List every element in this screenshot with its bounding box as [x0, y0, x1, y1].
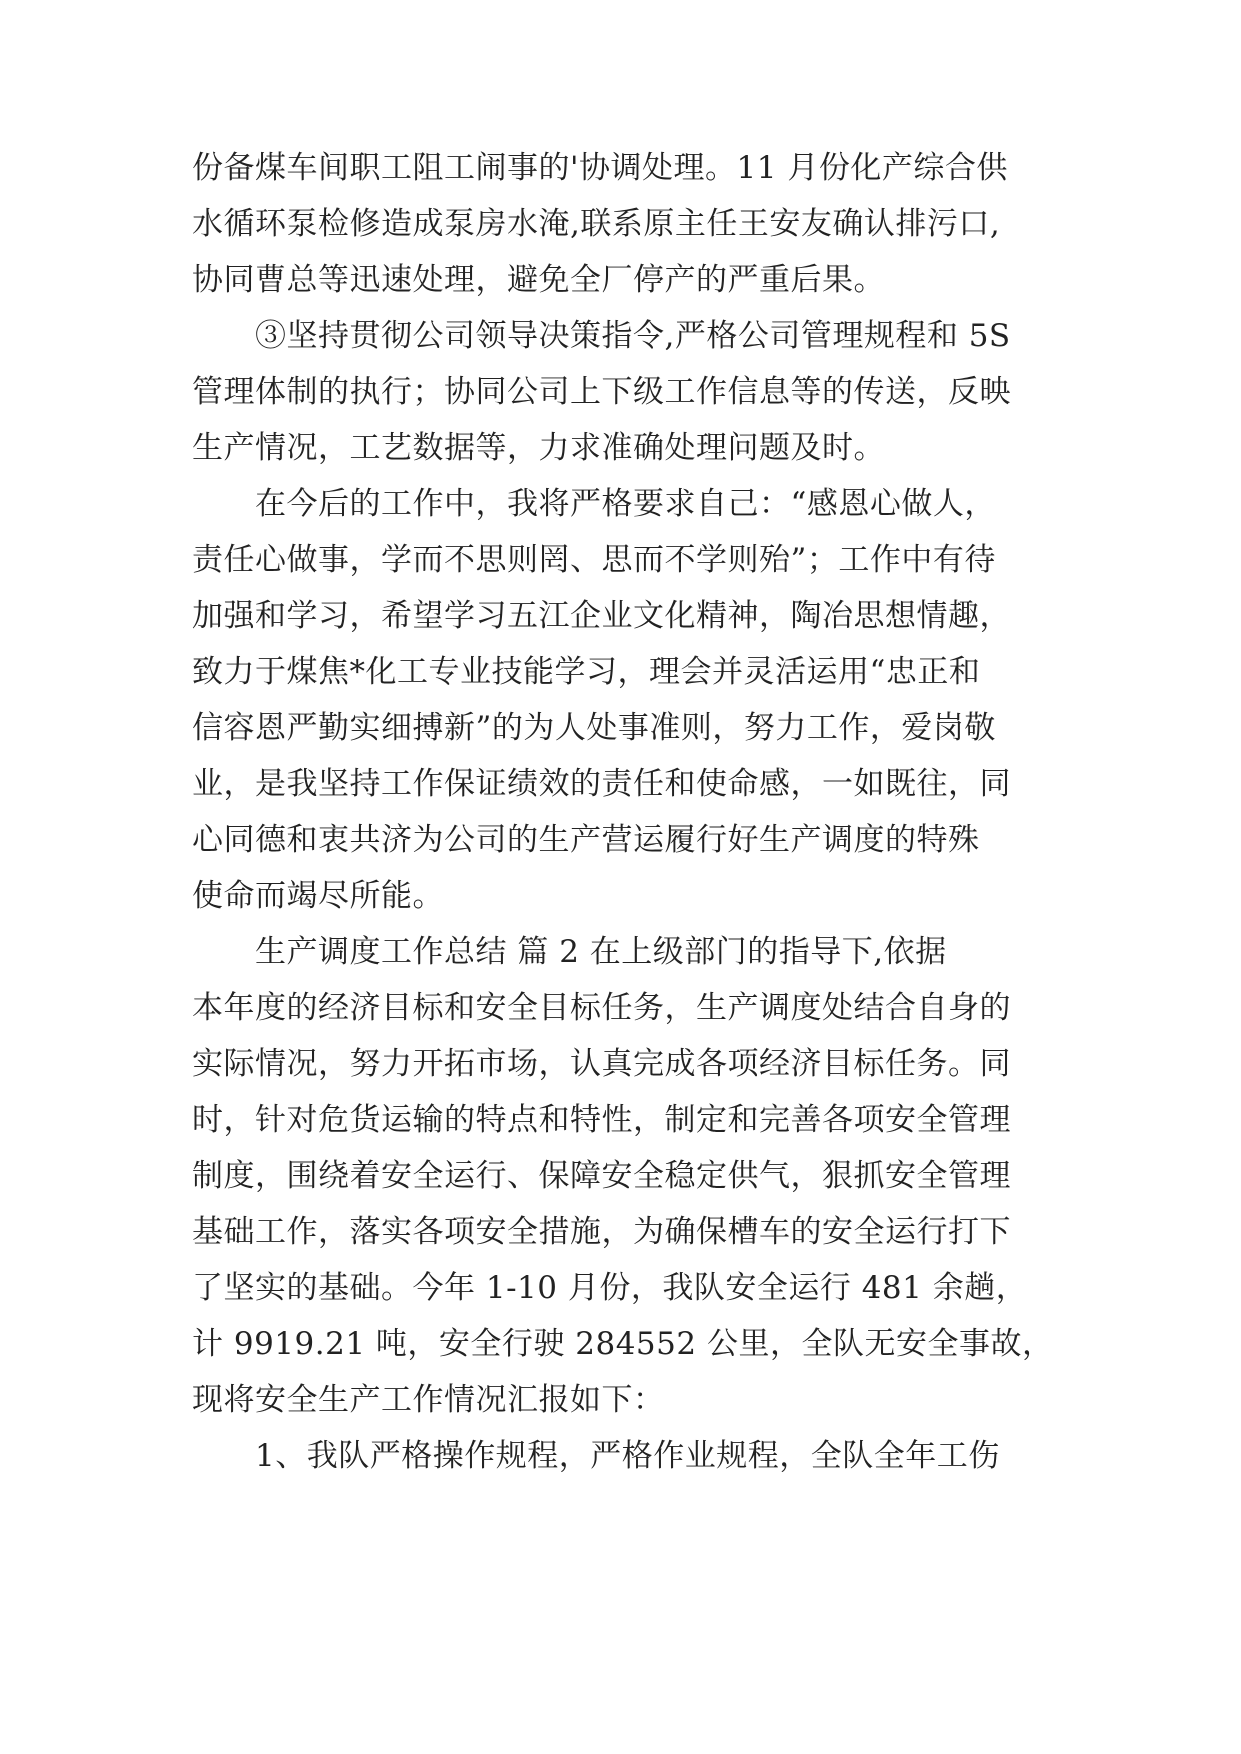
text-line: 管理体制的执行；协同公司上下级工作信息等的传送，反映 [192, 374, 1011, 410]
text-line: 心同德和衷共济为公司的生产营运履行好生产调度的特殊 [192, 822, 980, 858]
text-line: 信容恩严勤实细搏新”的为人处事准则，努力工作，爱岗敬 [192, 710, 996, 746]
text-line: 了坚实的基础。今年 1-10 月份，我队安全运行 481 余趟， [192, 1270, 1028, 1306]
text-line: 制度，围绕着安全运行、保障安全稳定供气，狠抓安全管理 [192, 1158, 1011, 1194]
text-line: 使命而竭尽所能。 [192, 878, 444, 914]
text-line: 本年度的经济目标和安全目标任务，生产调度处结合自身的 [192, 990, 1011, 1026]
text-line: 生产情况，工艺数据等，力求准确处理问题及时。 [192, 430, 885, 466]
text-line: 基础工作，落实各项安全措施，为确保槽车的安全运行打下 [192, 1214, 1011, 1250]
text-line: 业，是我坚持工作保证绩效的责任和使命感，一如既往，同 [192, 766, 1011, 802]
text-line: 水循环泵检修造成泵房水淹,联系原主任王安友确认排污口, [192, 206, 1001, 242]
text-line: 时，针对危货运输的特点和特性，制定和完善各项安全管理 [192, 1102, 1011, 1138]
text-line: 责任心做事，学而不思则罔、思而不学则殆”；工作中有待 [192, 542, 996, 578]
text-line: 1、我队严格操作规程，严格作业规程，全队全年工伤 [255, 1438, 1000, 1474]
text-line: 份备煤车间职工阻工闹事的'协调处理。11 月份化产综合供 [192, 150, 1008, 186]
text-line: 致力于煤焦*化工专业技能学习，理会并灵活运用“忠正和 [192, 654, 981, 690]
section-heading-line: 生产调度工作总结 篇 2 在上级部门的指导下,依据 [255, 934, 947, 970]
text-line: ③坚持贯彻公司领导决策指令,严格公司管理规程和 5S [255, 318, 1011, 354]
text-line: 在今后的工作中，我将严格要求自己：“感恩心做人， [255, 486, 996, 522]
text-line: 计 9919.21 吨，安全行驶 284552 公里，全队无安全事故， [192, 1326, 1054, 1362]
text-line: 加强和学习，希望学习五江企业文化精神，陶冶思想情趣， [192, 598, 1011, 634]
text-line: 现将安全生产工作情况汇报如下： [192, 1382, 665, 1418]
text-line: 协同曹总等迅速处理，避免全厂停产的严重后果。 [192, 262, 885, 298]
text-line: 实际情况，努力开拓市场，认真完成各项经济目标任务。同 [192, 1046, 1011, 1082]
